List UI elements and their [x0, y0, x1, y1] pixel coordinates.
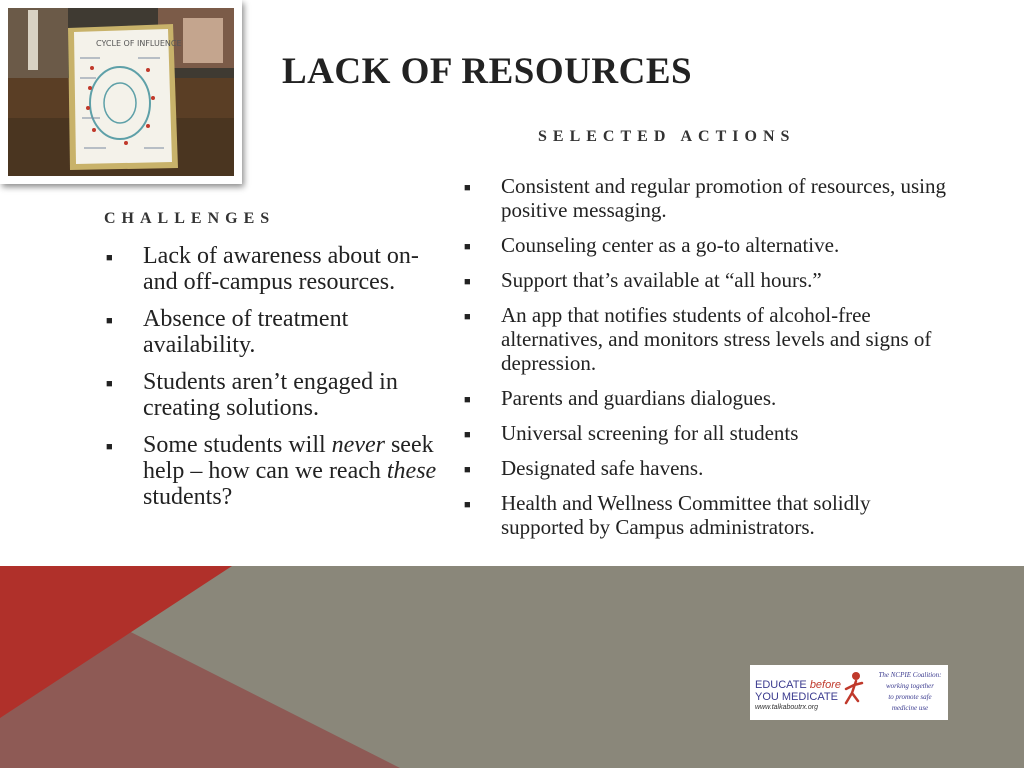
challenge-item: [106, 432, 441, 510]
logo-you-medicate: YOU MEDICATE: [755, 691, 838, 703]
logo-tagline-line: to promote safe: [888, 693, 932, 701]
challenge-text: students?: [143, 484, 233, 510]
logo-tagline: [874, 670, 946, 714]
action-text: Consistent and regular promotion of resources, using positive messaging.: [501, 174, 946, 222]
action-item: [464, 233, 954, 257]
action-text: Universal screening for all students: [501, 421, 799, 445]
svg-text:CYCLE OF INFLUENCE: CYCLE OF INFLUENCE: [96, 39, 182, 48]
bullet-icon: ■: [464, 464, 471, 476]
action-text: Support that’s available at “all hours.”: [501, 268, 822, 292]
selected-actions-heading: SELECTED ACTIONS: [538, 128, 796, 145]
challenges-list: [106, 243, 441, 521]
action-text: Parents and guardians dialogues.: [501, 386, 777, 410]
ebym-logo: [750, 665, 948, 720]
action-text: Counseling center as a go-to alternative.: [501, 233, 840, 257]
bullet-icon: ■: [464, 499, 471, 511]
logo-tagline-line: medicine use: [891, 704, 929, 712]
action-text: An app that notifies students of alcohol-free alternatives, and monitors stress levels and signs of depression.: [501, 303, 932, 375]
bullet-icon: ■: [106, 441, 113, 453]
challenge-text: Lack of awareness about on- and off-campus resources.: [143, 243, 419, 295]
action-text: Health and Wellness Committee that solidly supported by Campus administrators.: [501, 491, 871, 539]
bullet-icon: ■: [464, 429, 471, 441]
challenge-item: [106, 306, 441, 358]
logo-educate: EDUCATE: [755, 679, 810, 691]
challenge-text: Students aren’t engaged in creating solutions.: [143, 369, 398, 421]
bullet-icon: ■: [464, 394, 471, 406]
challenge-text: Absence of treatment availability.: [143, 306, 349, 358]
actions-list: [464, 174, 954, 550]
action-item: [464, 456, 954, 480]
bullet-icon: ■: [464, 311, 471, 323]
running-figure-icon: [842, 671, 866, 707]
action-item: [464, 303, 954, 375]
photo-frame: [0, 0, 242, 184]
bullet-icon: ■: [106, 378, 113, 390]
challenge-item: [106, 369, 441, 421]
challenge-text: never: [331, 432, 385, 458]
challenge-text: these: [386, 458, 437, 484]
bullet-icon: ■: [464, 182, 471, 194]
action-item: [464, 491, 954, 539]
logo-tagline-line: The NCPIE Coalition:: [878, 671, 942, 679]
bullet-icon: ■: [464, 241, 471, 253]
slide-title: LACK OF RESOURCES: [282, 51, 693, 92]
action-item: [464, 386, 954, 410]
action-text: Designated safe havens.: [501, 456, 704, 480]
bullet-icon: ■: [106, 315, 113, 327]
bullet-icon: ■: [464, 276, 471, 288]
action-item: [464, 421, 954, 445]
logo-tagline-line: working together: [885, 682, 935, 690]
poster-photo: [8, 8, 234, 176]
bullet-icon: ■: [106, 252, 113, 264]
challenge-text: seek help – how can we reach: [143, 432, 434, 484]
challenge-text: Some students will: [143, 432, 332, 458]
logo-before: before: [809, 679, 842, 691]
logo-url: www.talkaboutrx.org: [755, 704, 819, 711]
challenge-item: [106, 243, 441, 295]
action-item: [464, 174, 954, 222]
challenges-heading: CHALLENGES: [104, 210, 276, 227]
action-item: [464, 268, 954, 292]
